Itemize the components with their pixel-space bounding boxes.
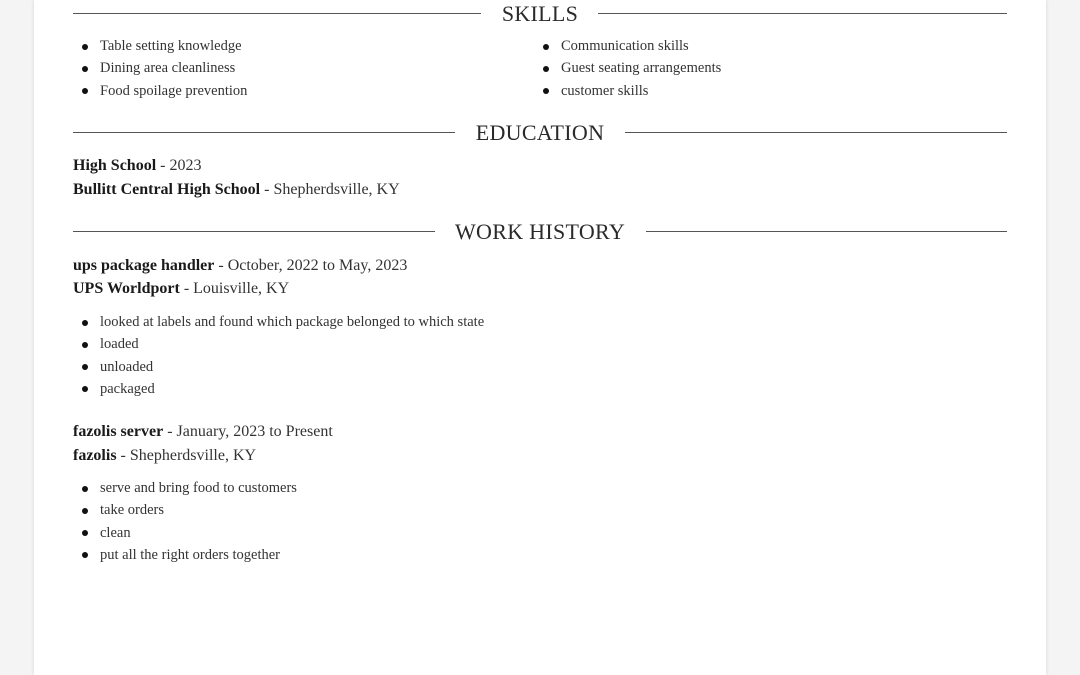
- skills-list-right: [534, 35, 721, 102]
- job-dates: - January, 2023 to Present: [163, 423, 333, 440]
- skill-item: customer skills: [534, 80, 721, 102]
- job-location: - Louisville, KY: [179, 280, 290, 297]
- job-duties-list: [73, 311, 484, 400]
- job-title-line: [73, 255, 407, 277]
- job-duties-list: [73, 477, 297, 566]
- skills-heading: SKILLS: [501, 1, 579, 26]
- skill-item: Table setting knowledge: [73, 35, 247, 57]
- job-duty-item: clean: [73, 522, 297, 544]
- job-duty-item: loaded: [73, 333, 484, 355]
- education-year: - 2023: [156, 157, 202, 174]
- job-location: - Shepherdsville, KY: [116, 447, 257, 464]
- skill-item: Dining area cleanliness: [73, 57, 247, 79]
- divider-line: [598, 13, 1007, 14]
- job-duty-item: serve and bring food to customers: [73, 477, 297, 499]
- divider-line: [625, 132, 1007, 133]
- skill-item: Communication skills: [534, 35, 721, 57]
- education-heading: EDUCATION: [475, 120, 605, 145]
- divider-line: [646, 231, 1007, 232]
- resume-page: [34, 0, 1046, 675]
- skill-item: Food spoilage prevention: [73, 80, 247, 102]
- skills-section-header: [73, 0, 1007, 28]
- job-duty-item: unloaded: [73, 356, 484, 378]
- job-company-line: [73, 278, 289, 300]
- education-degree: High School: [73, 157, 157, 174]
- job-title: fazolis server: [73, 423, 164, 440]
- skill-item: Guest seating arrangements: [534, 57, 721, 79]
- job-company: UPS Worldport: [73, 280, 180, 297]
- job-company: fazolis: [73, 447, 117, 464]
- job-company-line: [73, 445, 256, 467]
- job-duty-item: looked at labels and found which package belonged to which state: [73, 311, 484, 333]
- job-duty-item: put all the right orders together: [73, 544, 297, 566]
- education-school: Bullitt Central High School: [73, 181, 261, 198]
- work-history-section-header: [73, 218, 1007, 246]
- job-title-line: [73, 421, 333, 443]
- job-duty-item: packaged: [73, 378, 484, 400]
- job-duty-item: take orders: [73, 499, 297, 521]
- job-title: ups package handler: [73, 257, 215, 274]
- education-section-header: [73, 119, 1007, 147]
- education-degree-line: [73, 155, 201, 177]
- education-school-line: [73, 179, 400, 201]
- education-location: - Shepherdsville, KY: [260, 181, 400, 198]
- job-dates: - October, 2022 to May, 2023: [214, 257, 408, 274]
- skills-list-left: [73, 35, 247, 102]
- work-history-heading: WORK HISTORY: [454, 219, 626, 244]
